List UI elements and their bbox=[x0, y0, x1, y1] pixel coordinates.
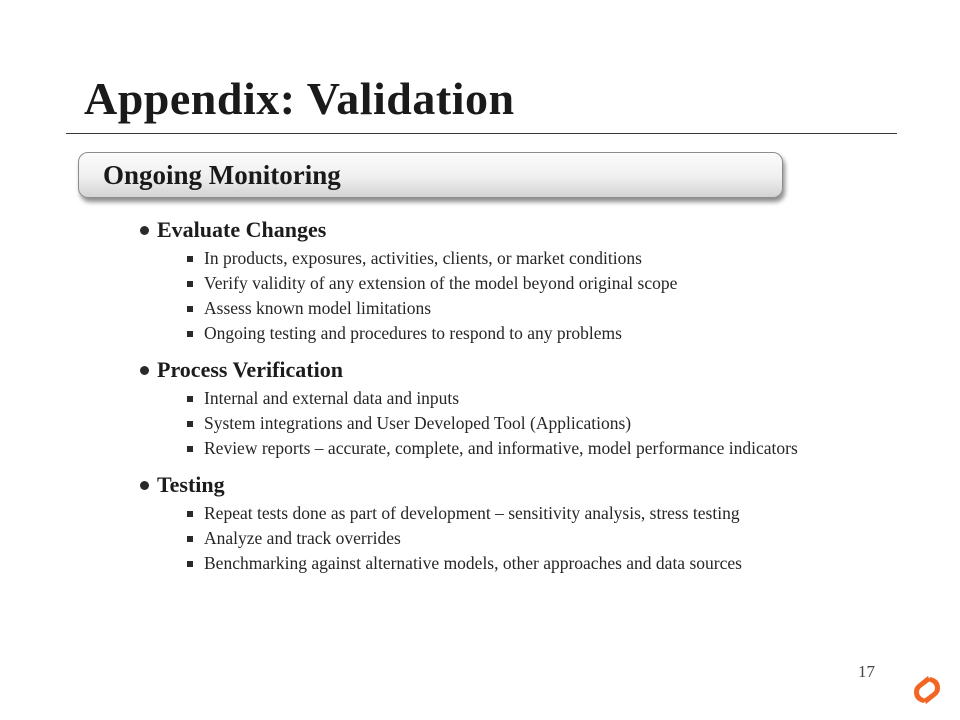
list-item bbox=[140, 296, 880, 321]
list-item-text: Repeat tests done as part of development – sensitivity analysis, stress testing bbox=[204, 503, 740, 523]
list-item-text: System integrations and User Developed Tool (Applications) bbox=[204, 413, 632, 433]
bullet-square-icon bbox=[187, 446, 193, 452]
bullet-square-icon bbox=[187, 561, 193, 567]
list-item bbox=[140, 526, 880, 551]
group-evaluate-changes bbox=[140, 214, 880, 346]
group-heading bbox=[140, 469, 880, 501]
bullet-square-icon bbox=[187, 511, 193, 517]
list-item bbox=[140, 321, 880, 346]
bullet-square-icon bbox=[187, 421, 193, 427]
sub-list bbox=[140, 386, 880, 461]
bullet-circle-icon bbox=[140, 366, 149, 375]
list-item bbox=[140, 411, 880, 436]
bullet-square-icon bbox=[187, 281, 193, 287]
list-item bbox=[140, 501, 880, 526]
list-item-text: Assess known model limitations bbox=[204, 298, 432, 318]
list-item bbox=[140, 271, 880, 296]
bullet-square-icon bbox=[187, 331, 193, 337]
list-item-text: Ongoing testing and procedures to respond to any problems bbox=[204, 323, 622, 343]
group-process-verification bbox=[140, 354, 880, 461]
bullet-square-icon bbox=[187, 536, 193, 542]
list-item-text: Review reports – accurate, complete, and informative, model performance indicators bbox=[204, 438, 798, 458]
sub-list bbox=[140, 501, 880, 576]
list-item bbox=[140, 551, 880, 576]
list-item-text: Verify validity of any extension of the model beyond original scope bbox=[204, 273, 678, 293]
bullet-square-icon bbox=[187, 256, 193, 262]
slide-content bbox=[140, 214, 880, 576]
list-item-text: Internal and external data and inputs bbox=[204, 388, 460, 408]
bullet-circle-icon bbox=[140, 481, 149, 490]
group-testing bbox=[140, 469, 880, 576]
list-item-text: Analyze and track overrides bbox=[204, 528, 401, 548]
group-heading bbox=[140, 354, 880, 386]
company-logo-icon bbox=[912, 674, 942, 706]
page-number: 17 bbox=[858, 662, 875, 681]
bullet-circle-icon bbox=[140, 226, 149, 235]
title-divider bbox=[66, 133, 897, 134]
group-heading-text: Process Verification bbox=[157, 357, 343, 382]
list-item bbox=[140, 246, 880, 271]
bullet-square-icon bbox=[187, 396, 193, 402]
group-heading-text: Testing bbox=[157, 472, 225, 497]
list-item-text: Benchmarking against alternative models, other approaches and data sources bbox=[204, 553, 742, 573]
section-banner-label: Ongoing Monitoring bbox=[103, 160, 341, 190]
section-banner bbox=[78, 152, 783, 198]
list-item-text: In products, exposures, activities, clients, or market conditions bbox=[204, 248, 642, 268]
group-heading-text: Evaluate Changes bbox=[157, 217, 327, 242]
list-item bbox=[140, 386, 880, 411]
bullet-square-icon bbox=[187, 306, 193, 312]
sub-list bbox=[140, 246, 880, 346]
slide-title: Appendix: Validation bbox=[84, 73, 515, 124]
group-heading bbox=[140, 214, 880, 246]
list-item bbox=[140, 436, 880, 461]
